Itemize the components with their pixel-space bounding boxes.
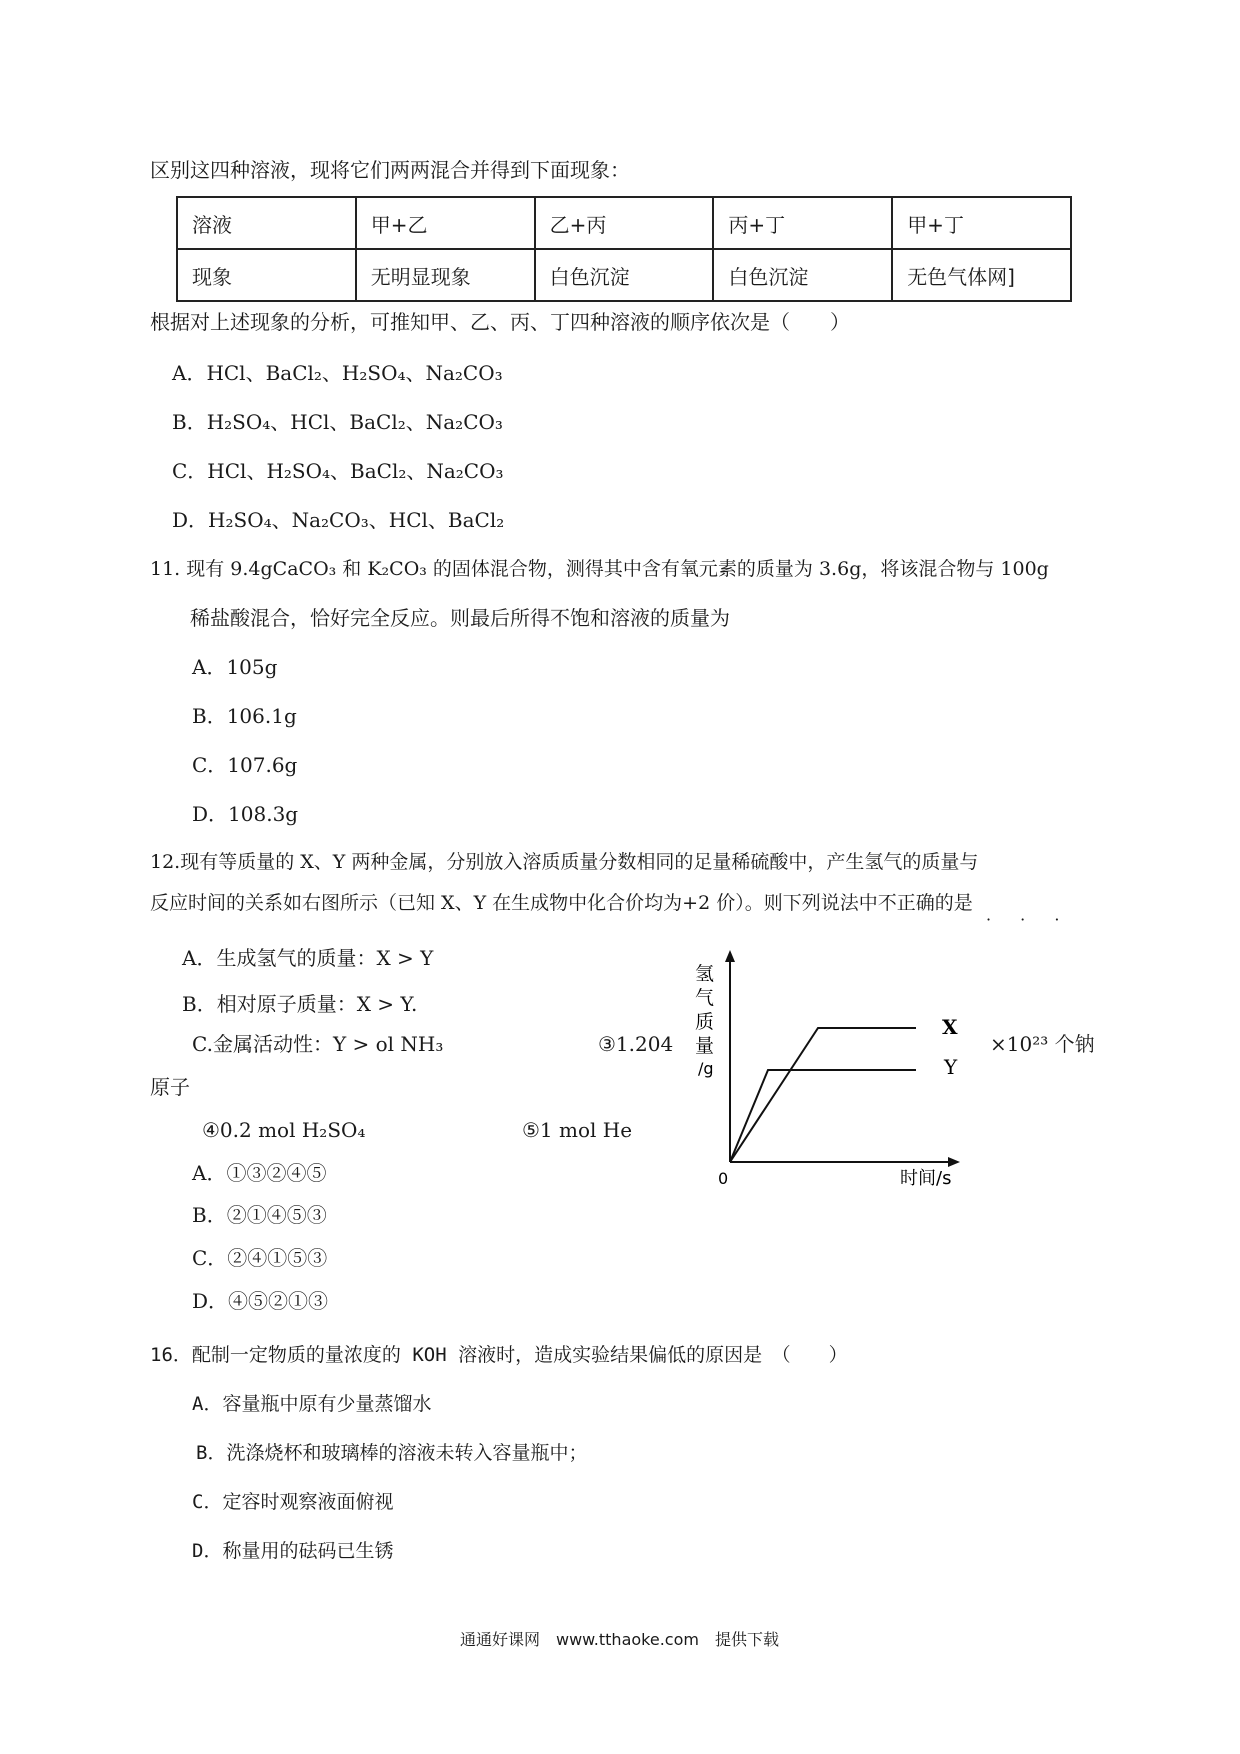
q11-option-b: B．106.1g — [192, 704, 297, 728]
q16-stem: 16．配制一定物质的量浓度的 KOH 溶液时，造成实验结果偏低的原因是 （ ） — [150, 1344, 848, 1366]
q11-stem-line2: 稀盐酸混合，恰好完全反应。则最后所得不饱和溶液的质量为 — [190, 606, 730, 630]
q12-stem-line1: 12.现有等质量的 X、Y 两种金属，分别放入溶质质量分数相同的足量稀硫酸中，产生氢气的质量与 — [150, 851, 979, 873]
fragment-1204: ③1.204 — [598, 1032, 674, 1056]
fragment-he: ⑤1 mol He — [522, 1118, 633, 1142]
origin-label: 0 — [718, 1169, 729, 1188]
intro-text: 区别这四种溶液，现将它们两两混合并得到下面现象： — [150, 158, 630, 182]
x-axis-arrow — [948, 1157, 960, 1167]
observation-table — [176, 196, 1072, 302]
order-option-b: B．②①④⑤③ — [192, 1203, 327, 1227]
hydrogen-mass-graph — [690, 950, 990, 1200]
q16-option-b: B．洗涤烧杯和玻璃棒的溶液未转入容量瓶中； — [196, 1442, 588, 1464]
series-label-y: Y — [944, 1055, 958, 1079]
table-header-row — [177, 197, 1071, 249]
table-cell: 溶液 — [177, 197, 356, 249]
table-cell: 白色沉淀 — [713, 249, 892, 301]
x-axis-label: 时间/s — [900, 1168, 952, 1189]
q12-option-a: A．生成氢气的质量：X > Y — [182, 946, 434, 970]
q10-option-b: B．H₂SO₄、HCl、BaCl₂、Na₂CO₃ — [172, 410, 503, 434]
fragment-sodium: ×10²³ 个钠 — [990, 1032, 1095, 1056]
series-label-x: X — [942, 1015, 958, 1039]
order-option-d: D．④⑤②①③ — [192, 1289, 329, 1313]
y-unit: /g — [698, 1059, 714, 1078]
q16-option-c: C．定容时观察液面俯视 — [192, 1491, 394, 1513]
q11-option-d: D．108.3g — [192, 802, 299, 826]
q10-stem: 根据对上述现象的分析，可推知甲、乙、丙、丁四种溶液的顺序依次是（ ） — [150, 310, 850, 334]
table-cell: 无色气体网] — [892, 249, 1071, 301]
q11-stem-line1: 11. 现有 9.4gCaCO₃ 和 K₂CO₃ 的固体混合物，测得其中含有氧元素的质量为 3.6g，将该混合物与 100g — [150, 558, 1049, 580]
q16-option-d: D．称量用的砝码已生锈 — [192, 1540, 394, 1562]
table-cell: 丙+丁 — [713, 197, 892, 249]
order-option-c: C．②④①⑤③ — [192, 1246, 328, 1270]
q11-option-c: C．107.6g — [192, 753, 298, 777]
q12-option-c: C.金属活动性：Y > ol NH₃ — [192, 1032, 444, 1056]
y-axis-arrow — [725, 950, 735, 962]
q10-option-a: A．HCl、BaCl₂、H₂SO₄、Na₂CO₃ — [172, 361, 503, 385]
ylabel-char: 量 — [695, 1035, 715, 1057]
emphasis-dots: · · · — [986, 910, 1072, 929]
table-cell: 甲+乙 — [356, 197, 535, 249]
q12-stem-line2: 反应时间的关系如右图所示（已知 X、Y 在生成物中化合价均为+2 价）。则下列说法中不正确的是 — [150, 892, 973, 914]
table-row — [177, 249, 1071, 301]
q11-option-a: A．105g — [192, 655, 278, 679]
fragment-atom: 原子 — [150, 1075, 190, 1099]
q12-option-b: B．相对原子质量：X > Y. — [182, 992, 418, 1016]
table-cell: 无明显现象 — [356, 249, 535, 301]
q16-option-a: A．容量瓶中原有少量蒸馏水 — [192, 1393, 432, 1415]
table-cell: 现象 — [177, 249, 356, 301]
table-cell: 甲+丁 — [892, 197, 1071, 249]
ylabel-char: 气 — [695, 987, 715, 1009]
table-cell: 白色沉淀 — [535, 249, 714, 301]
q10-option-c: C．HCl、H₂SO₄、BaCl₂、Na₂CO₃ — [172, 459, 504, 483]
order-option-a: A．①③②④⑤ — [192, 1161, 327, 1185]
table-cell: 乙+丙 — [535, 197, 714, 249]
ylabel-char: 氢 — [695, 963, 715, 985]
q10-option-d: D．H₂SO₄、Na₂CO₃、HCl、BaCl₂ — [172, 508, 505, 532]
curve-y — [730, 1070, 916, 1162]
fragment-h2so4: ④0.2 mol H₂SO₄ — [202, 1118, 366, 1142]
page-footer: 通通好课网 www.tthaoke.com 提供下载 — [460, 1630, 779, 1649]
ylabel-char: 质 — [695, 1011, 715, 1033]
